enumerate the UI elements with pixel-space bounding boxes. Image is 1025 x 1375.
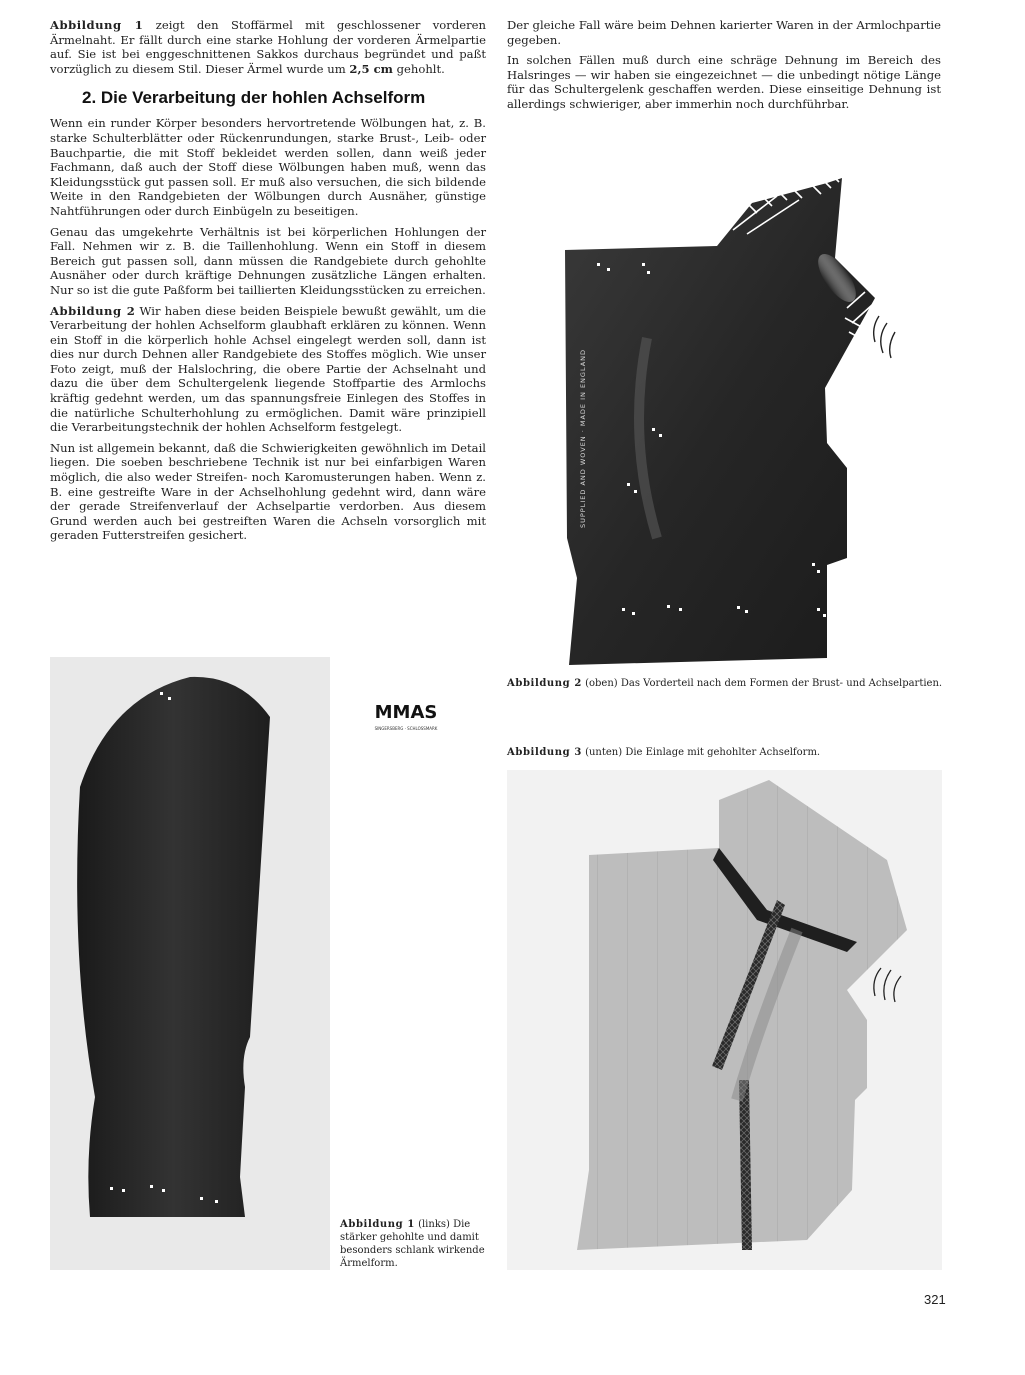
caption-lead: Abbildung 3 — [507, 747, 582, 758]
front-panel-illustration — [507, 138, 942, 665]
selvedge-text: SUPPLIED AND WOVEN · MADE IN ENGLAND — [579, 348, 587, 528]
right-text-column — [507, 18, 941, 118]
lining-illustration — [507, 770, 942, 1270]
left-text-column — [50, 18, 486, 549]
photo-front-panel — [507, 138, 942, 665]
page-number: 321 — [924, 1292, 946, 1307]
caption-figure-1 — [340, 1218, 490, 1270]
stretch-wave-marks — [874, 968, 901, 1002]
stretch-wave-marks — [874, 316, 895, 358]
paragraph-hohlungen: Genau das umgekehrte Verhältnis ist bei körperlichen Hohlungen der Fall. Nehmen wir z. B. die Taillenhohlung. Wenn ein Stoff in diesem Bereich gut passen soll, dann müssen die Randgebiete durch gehohlte Ausnäher oder durch kräftige Dehnungen zusätzliche Längen erhalten. Nur so ist die gute Paßform bei taillierten Kleidungsstücken zu erreichen. — [50, 224, 486, 297]
paragraph-schraege-dehnung: In solchen Fällen muß durch eine schräge Dehnung im Bereich des Halsringes — wir haben sie eingezeichnet — die unbedingt nötige Länge für das Schultergelenk geschaffen werden. Diese einseitige Dehnung ist allerdings schwieriger, aber immerhin noch durchführbar. — [507, 53, 941, 111]
paragraph-text: zeigt den Stoffärmel mit geschlossener vorderen Ärmelnaht. Er fällt durch eine starke Hohlung der vorderen Ärmelpartie auf. Sie ist bei enggeschnittenen Sakkos durchaus begründet und paßt vorzüglich zu diesem Stil. Dieser Ärmel wurde um — [50, 18, 486, 76]
caption-text: (oben) Das Vorderteil nach dem Formen der Brust- und Achselpartien. — [581, 678, 943, 689]
paragraph-text: Wir haben diese beiden Beispiele bewußt gewählt, um die Verarbeitung der hohlen Achselform glaubhaft erklären zu können. Wenn ein Stoff in die körperlich hohle Achsel eingelegt werden soll, dann ist dies nur durch Dehnen aller Randgebiete des Stoffes möglich. Wie unser Foto zeigt, muß der Halslochring, die obere Partie der Achselnaht und dazu die über dem Schultergelenk liegende Stoffpartie des Armlochs kräftig gedehnt werden, um das spannungsfreie Einlegen des Stoffes in die natürliche Schulterhohlung zu ermöglichen. Damit wäre prinzipiell die Verarbeitungstechnik der hohlen Achselform festgelegt. — [50, 303, 486, 435]
photo-lining — [507, 770, 942, 1270]
caption-lead: Abbildung 2 — [507, 678, 582, 689]
photo-sleeve — [50, 657, 330, 1270]
front-panel-fabric — [565, 178, 875, 665]
paragraph-woelbungen: Wenn ein runder Körper besonders hervortretende Wölbungen hat, z. B. starke Schulterblätter oder Rückenrundungen, starke Brust-, Leib- oder Bauchpartie, die mit Stoff bekleidet werden sollen, dann weiß jeder Fachmann, daß auch der Stoff diese Wölbungen haben muß, wenn das Kleidungsstück gut passen soll. Er muß also versuchen, die sich bildende Weite in den Randgebieten der Wölbungen durch Ausnäher, günstige Nahtführungen oder durch Einbügeln zu beseitigen. — [50, 116, 486, 218]
emphasis-measure: 2,5 cm — [349, 61, 393, 76]
sleeve-illustration — [50, 657, 330, 1270]
paragraph-karo: Der gleiche Fall wäre beim Dehnen karierter Waren in der Armlochpartie gegeben. — [507, 18, 941, 47]
logo-mark — [374, 690, 438, 734]
paragraph-fig1-intro — [50, 18, 486, 76]
logo-subtitle: SINGERSBERG · SCHLOSSMARK — [374, 726, 438, 731]
publisher-logo — [374, 690, 438, 734]
figure-ref-1: Abbildung 1 — [50, 18, 144, 32]
caption-text: (unten) Die Einlage mit gehohlter Achselform. — [581, 747, 821, 758]
figure-ref-2: Abbildung 2 — [50, 303, 136, 318]
section-heading: 2. Die Verarbeitung der hohlen Achselform — [82, 88, 426, 108]
sleeve-fabric — [77, 677, 270, 1217]
caption-figure-2 — [507, 677, 947, 690]
paragraph-details: Nun ist allgemein bekannt, daß die Schwierigkeiten gewöhnlich im Detail liegen. Die soeben beschriebene Technik ist nur bei einfarbigen Waren möglich, die also weder Streifen- noch Karomusterungen haben. Wenn z. B. eine gestreifte Ware in der Achselhohlung gedehnt wird, dann wäre der gerade Streifenverlauf der Achselpartie verdorben. Aus diesem Grund werden auch bei gestreiften Waren die Achseln vorsorglich mit geraden Futterstreifen gesichert. — [50, 440, 486, 543]
caption-lead: Abbildung 1 — [340, 1219, 415, 1230]
caption-figure-3 — [507, 746, 947, 759]
paragraph-text-end: gehohlt. — [392, 61, 445, 76]
paragraph-fig2 — [50, 304, 486, 435]
logo-letters: MMAS — [374, 702, 438, 723]
caption-text: (links) Die stärker gehohlte und damit besonders schlank wirkende Ärmelform. — [340, 1219, 485, 1269]
